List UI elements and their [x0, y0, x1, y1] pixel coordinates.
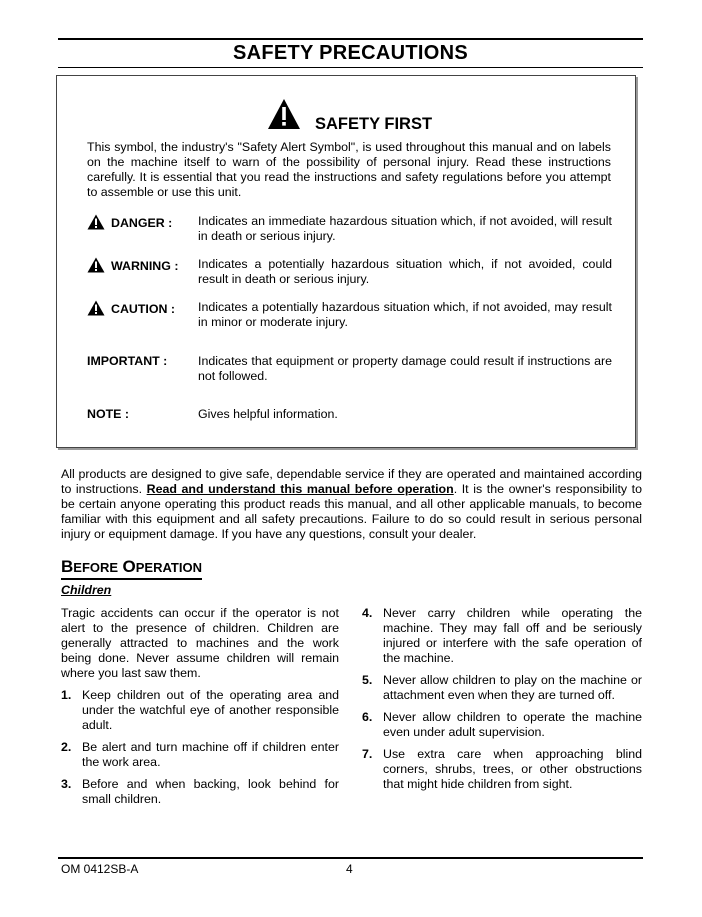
header-underline	[58, 67, 643, 68]
warning-triangle-icon	[87, 300, 105, 316]
read-manual-emphasis: Read and understand this manual before operation	[146, 482, 454, 496]
list-item: 2. Be alert and turn machine off if children enter the work area.	[61, 740, 339, 769]
header-rule	[58, 38, 643, 40]
definition-text: Indicates a potentially hazardous situation which, if not avoided, could result in death or serious injury.	[198, 257, 612, 286]
definition-text: Indicates an immediate hazardous situation which, if not avoided, will result in death or serious injury.	[198, 214, 612, 243]
subheading-children: Children	[61, 583, 112, 597]
list-item: 3. Before and when backing, look behind for small children.	[61, 777, 339, 806]
list-item: 1. Keep children out of the operating area and under the watchful eye of another responsible adult.	[61, 688, 339, 732]
definition-text: Gives helpful information.	[198, 407, 338, 421]
children-list-left	[61, 688, 339, 807]
children-lead-paragraph: Tragic accidents can occur if the operator is not alert to the presence of children. Children are generally attracted to machines and the work being done. Never assume children will remain where you last saw them.	[61, 606, 339, 680]
definition-term: IMPORTANT :	[87, 354, 168, 368]
section-heading-before-operation: BEFORE OPERATION	[61, 557, 202, 580]
footer-document-id: OM 0412SB-A	[61, 862, 139, 876]
page-title: SAFETY PRECAUTIONS	[232, 42, 469, 64]
definition-term: DANGER :	[87, 214, 172, 231]
definition-text: Indicates a potentially hazardous situation which, if not avoided, may result in minor or moderate injury.	[198, 300, 612, 329]
list-item: 5. Never allow children to play on the machine or attachment even when they are turned off.	[362, 673, 642, 702]
list-item: 6. Never allow children to operate the machine even under adult supervision.	[362, 710, 642, 739]
right-column	[362, 606, 642, 799]
definition-term: NOTE :	[87, 407, 129, 421]
warning-triangle-icon	[87, 214, 105, 230]
list-item: 4. Never carry children while operating the machine. They may fall off and be seriously injured or interfere with the safe operation of the machine.	[362, 606, 642, 665]
left-column	[61, 606, 339, 814]
warning-triangle-icon	[267, 98, 301, 130]
definition-text: Indicates that equipment or property damage could result if instructions are not followed.	[198, 354, 612, 383]
safety-first-box	[56, 75, 636, 448]
list-item: 7. Use extra care when approaching blind corners, shrubs, trees, or other obstructions that might hide children from sight.	[362, 747, 642, 791]
footer-rule	[58, 857, 643, 859]
safety-symbol-intro: This symbol, the industry's "Safety Alert Symbol", is used throughout this manual and on labels on the machine itself to warn of the possibility of personal injury. Read these instructions carefully. It is essential that you read the instructions and safety regulations before you attempt to assemble or use this unit.	[87, 140, 611, 199]
definition-term: WARNING :	[87, 257, 178, 274]
general-safety-paragraph: All products are designed to give safe, dependable service if they are operated and maintained according to instructions. Read and understand this manual before operation. It is the owner's responsibility to be certain anyone operating this product reads this manual, and all other applicable manuals, to become familiar with this equipment and all safety precautions. Failure to do so could result in serious personal injury or equipment damage. If you have any questions, consult your dealer.	[61, 467, 643, 541]
children-list-right	[362, 606, 642, 792]
definition-term: CAUTION :	[87, 300, 175, 317]
footer-page-number: 4	[346, 862, 353, 876]
safety-first-heading: SAFETY FIRST	[315, 115, 433, 133]
warning-triangle-icon	[87, 257, 105, 273]
